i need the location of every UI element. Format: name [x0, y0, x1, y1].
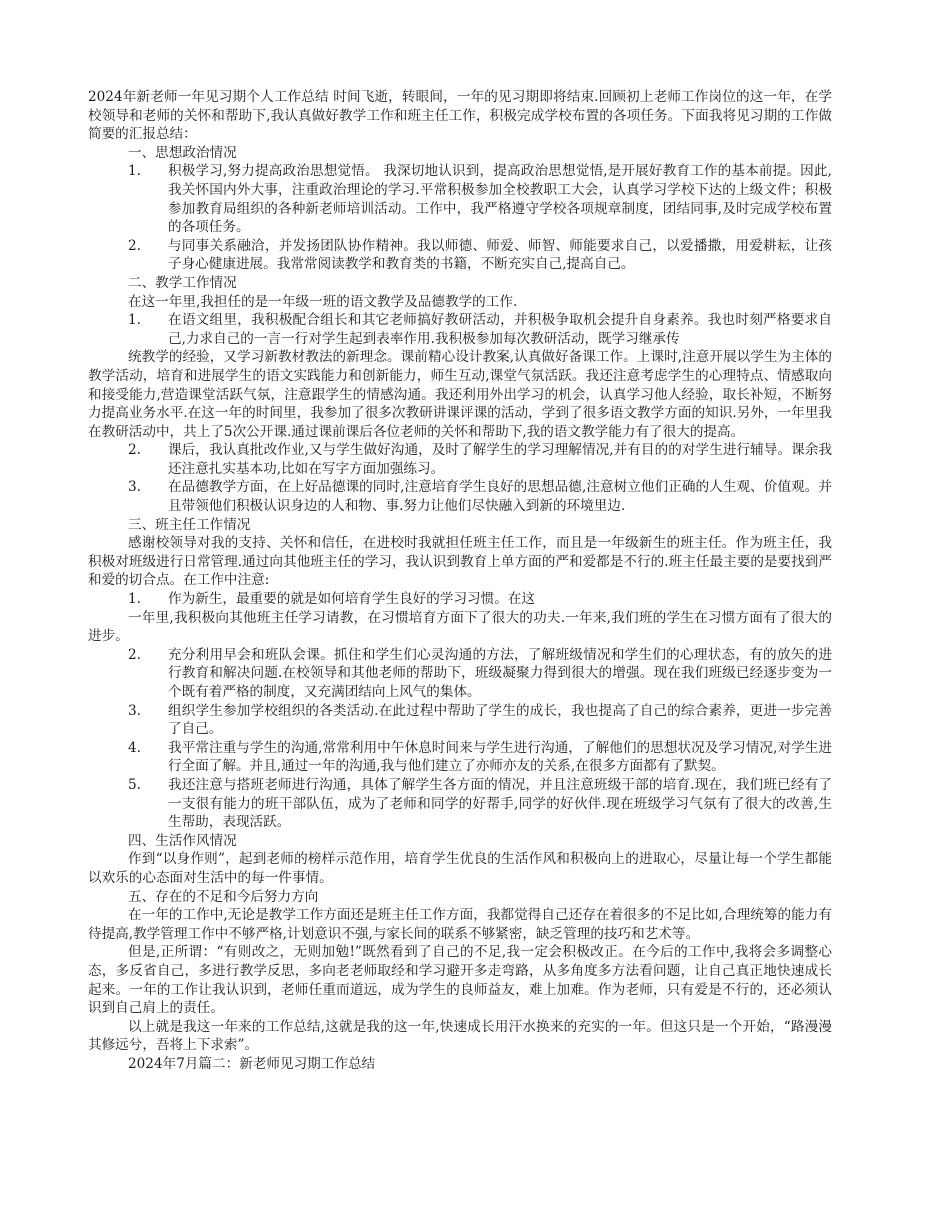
item-text: 我还注意与搭班老师进行沟通，具体了解学生各方面的情况，并且注意班级干部的培育.现在，我们班已经有了一支很有能力的班干部队伍，成为了老师和同学的好帮手,同学的好伙伴.现在班级学习气氛有了很大的改善,生生帮助，表现活跃。: [168, 776, 832, 831]
section-3-item-2: [88, 646, 832, 702]
section-3-item-1: [88, 590, 832, 609]
item-number: 1.: [128, 591, 141, 608]
item-text: 在品德教学方面，在上好品德课的同时,注意培育学生良好的思想品德,注意树立他们正确的人生观、价值观。并且带领他们积极认识身边的人和物、事.努力让他们尽快融入到新的环境里边.: [168, 479, 832, 515]
item-text: 组织学生参加学校组织的各类活动.在此过程中帮助了学生的成长，我也提高了自己的综合素养，更进一步完善了自己。: [168, 702, 832, 738]
item-number: 1.: [128, 312, 141, 329]
section-2-item-1: [88, 311, 832, 348]
item-number: 2.: [128, 237, 141, 254]
section-1-heading: 一、思想政治情况: [128, 144, 237, 161]
section-3-intro: 感谢校领导对我的支持、关怀和信任，在进校时我就担任班主任工作，而且是一年级新生的班主任。作为班主任，我积极对班级进行日常管理.通过向其他班主任的学习，我认识到教育上单方面的严和爱都是不行的.班主任最主要的是要找到严和爱的切合点。在工作中注意:: [88, 535, 832, 589]
section-2-heading: 二、教学工作情况: [128, 274, 237, 291]
item-text: 与同事关系融洽，并发扬团队协作精神。我以师德、师爱、师智、师能要求自己，以爱播撒，用爱耕耘，让孩子身心健康进展。我常常阅读教学和教育类的书籍，不断充实自己,提高自己。: [168, 237, 832, 273]
item-text: 我平常注重与学生的沟通,常常利用中午休息时间来与学生进行沟通，了解他们的思想状况及学习情况,对学生进行全面了解。并且,通过一年的沟通,我与他们建立了亦师亦友的关系,在很多方面都有了默契。: [168, 739, 832, 775]
section-1-item-2: [88, 237, 832, 274]
item-number: 2.: [128, 646, 141, 663]
section-2-intro: 在这一年里,我担任的是一年级一班的语文教学及品德教学的工作.: [128, 293, 518, 310]
section-5-paragraph-1: 在一年的工作中,无论是教学工作方面还是班主任工作方面，我都觉得自己还存在着很多的不足比如,合理统筹的能力有待提高,教学管理工作中不够严格,计划意识不强,与家长间的联系不够紧密，缺乏管理的技巧和艺术等。: [88, 907, 832, 942]
section-5-paragraph-3: 以上就是我这一年来的工作总结,这就是我的这一年,快速成长用汗水换来的充实的一年。但这只是一个开始，“路漫漫其修远兮，吾将上下求索”。: [88, 1018, 832, 1054]
section-3-item-5: [88, 776, 832, 832]
item-text: 课后，我认真批改作业,又与学生做好沟通，及时了解学生的学习理解情况,并有目的的对学生进行辅导。课余我还注意扎实基本功,比如在写字方面加强练习。: [168, 442, 832, 477]
section-4-paragraph: 作到“以身作则”，起到老师的榜样示范作用，培育学生优良的生活作风和积极向上的进取心，尽量让每一个学生都能以欢乐的心态面对生活中的每一件事情。: [88, 851, 832, 886]
item-text: 积极学习,努力提高政治思想觉悟。 我深切地认识到，提高政治思想觉悟,是开展好教育工作的基本前提。因此,我关怀国内外大事，注重政治理论的学习.平常积极参加全校教职工大会，认真学习学校下达的上级文件；积极参加教育局组织的各种新老师培训活动。工作中，我严格遵守学校各项规章制度，团结同事,及时完成学校布置的各项任务。: [168, 163, 832, 236]
item-number: 2.: [128, 442, 141, 459]
item-number: 5.: [128, 776, 141, 793]
item-text: 在语文组里，我积极配合组长和其它老师搞好教研活动，并积极争取机会提升自身素养。我也时刻严格要求自己,力求自己的一言一行对学生起到表率作用.我积极参加每次教研活动，既学习继承传: [168, 312, 832, 347]
section-1-item-1: [88, 162, 832, 236]
item-number: 3.: [128, 702, 141, 719]
section-2-item-2: [88, 441, 832, 478]
intro-paragraph: 2024年新老师一年见习期个人工作总结 时间飞逝，转眼间，一年的见习期即将结束.回顾初上老师工作岗位的这一年，在学校领导和老师的关怀和帮助下,我认真做好教学工作和班主任工作，积极完成学校布置的各项任务。下面我将见习期的工作做简要的汇报总结：: [88, 89, 832, 143]
item-number: 3.: [128, 479, 141, 496]
section-5-paragraph-2: 但是,正所谓：“有则改之，无则加勉!”既然看到了自己的不足,我一定会积极改正。在今后的工作中,我将会多调整心态，多反省自己，多进行教学反思，多向老老师取经和学习避开多走弯路，从多角度多方法看问题，让自己真正地快速成长起来。一年的工作让我认识到，老师任重而道远，成为学生的良师益友，难上加难。作为老师，只有爱是不行的，还必须认识到自己肩上的责任。: [88, 944, 832, 1017]
section-3-item-3: [88, 702, 832, 739]
section-5-heading: 五、存在的不足和今后努力方向: [128, 888, 319, 905]
item-text: 充分利用早会和班队会课。抓住和学生们心灵沟通的方法，了解班级情况和学生们的心理状态，有的放矢的进行教育和解决问题.在校领导和其他老师的帮助下，班级凝聚力得到很大的增强。现在我们班级已经逐步变为一个既有着严格的制度，又充满团结向上风气的集体。: [168, 646, 832, 700]
section-3-item-4: [88, 739, 832, 776]
section-4-heading: 四、生活作风情况: [128, 832, 237, 849]
next-article-heading: 2024年7月篇二：新老师见习期工作总结: [128, 1055, 376, 1072]
section-2-item-3: [88, 478, 832, 515]
item-text: 作为新生，最重要的就是如何培育学生良好的学习习惯。在这: [168, 591, 536, 608]
item-number: 1.: [128, 163, 141, 180]
section-3-heading: 三、班主任工作情况: [128, 516, 251, 533]
section-2-item-1-continuation: 统教学的经验，又学习新教材教法的新理念。课前精心设计教案,认真做好备课工作。上课时,注意开展以学生为主体的教学活动，培育和进展学生的语文实践能力和创新能力，师生互动,课堂气氛活跃。我还注意考虑学生的心理特点、情感取向和接受能力,营造课堂活跃气氛，注意跟学生的情感沟通。我还利用外出学习的机会，认真学习他人经验，取长补短，不断努力提高业务水平.在这一年的时间里，我参加了很多次教研讲课评课的活动，学到了很多语文教学方面的知识.另外，一年里我在教研活动中，共上了5次公开课.通过课前课后各位老师的关怀和帮助下,我的语文教学能力有了很大的提高。: [88, 349, 832, 440]
item-number: 4.: [128, 739, 141, 756]
section-3-item-1-continuation: 一年里,我积极向其他班主任学习请教，在习惯培育方面下了很大的功夫.一年来,我们班的学生在习惯方面有了很大的进步。: [88, 609, 832, 645]
